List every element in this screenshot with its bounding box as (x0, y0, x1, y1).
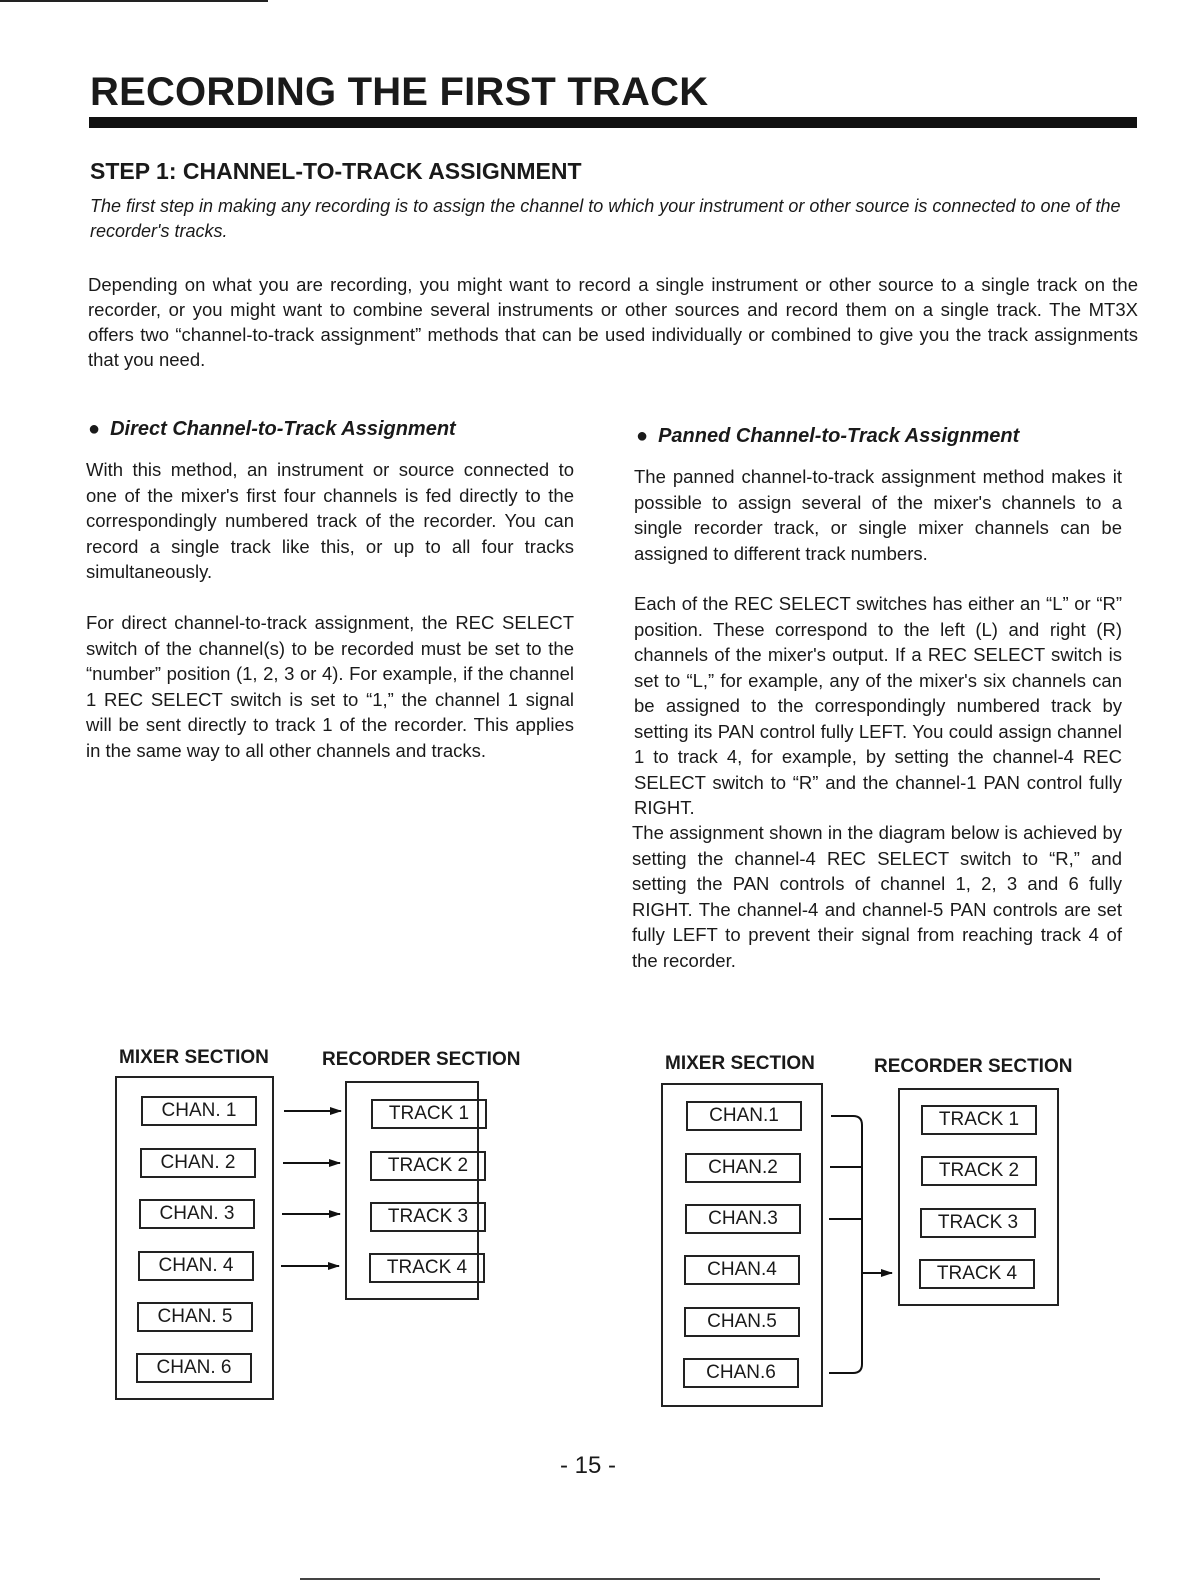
panned-paragraph-3: The assignment shown in the diagram below is achieved by setting the channel-4 REC SELECT switch to “R,” and setting the PAN controls of channel 1, 2, 3 and 6 fully RIGHT. The channel-4 and channel-5 PAN controls are set fully LEFT to prevent their signal from reaching track 4 of the recorder. (632, 822, 1122, 971)
page-title: RECORDING THE FIRST TRACK (90, 70, 709, 114)
bus-channel-1 (831, 1116, 862, 1125)
track-3-box: TRACK 3 (370, 1202, 486, 1232)
bullet-icon: ● (88, 418, 101, 440)
track-1-box: TRACK 1 (371, 1099, 487, 1129)
panned-paragraph-2: Each of the REC SELECT switches has either an “L” or “R” position. These correspond to the left (L) and right (R) channels of the mixer's output. If a REC SELECT switch is set to “L,” for example, any of the mixer's six channels can be assigned to the correspondingly numbered track by setting its PAN control fully LEFT. You could assign channel 1 to track 4, for example, by setting the channel-4 REC SELECT switch to “R” and the channel-1 PAN control fully RIGHT. (634, 593, 1122, 818)
channel-4-box: CHAN. 4 (138, 1251, 254, 1281)
intro-paragraph: The first step in making any recording is to assign the channel to which your instrument or other source is connected to one of the recorder's tracks. (90, 196, 1121, 241)
channel-6-box: CHAN. 6 (136, 1353, 252, 1383)
channel-6-box: CHAN.6 (683, 1358, 799, 1388)
channel-1-box: CHAN. 1 (141, 1096, 257, 1126)
bottom-rule (300, 1578, 1100, 1580)
direct-heading-text: Direct Channel-to-Track Assignment (110, 418, 456, 440)
track-2-box: TRACK 2 (370, 1151, 486, 1181)
channel-1-box: CHAN.1 (686, 1101, 802, 1131)
channel-5-box: CHAN. 5 (137, 1302, 253, 1332)
track-3-box: TRACK 3 (920, 1208, 1036, 1238)
page-number: - 15 - (560, 1452, 617, 1479)
track-4-box: TRACK 4 (369, 1253, 485, 1283)
track-1-box: TRACK 1 (921, 1105, 1037, 1135)
body-paragraph: Depending on what you are recording, you might want to record a single instrument or other source to a single track on the recorder, or you might want to combine several instruments or other sources and record them on a single track. The MT3X offers two “channel-to-track assignment” methods that can be used individually or combined to give you the track assignments that you need. (88, 274, 1138, 370)
bullet-icon: ● (636, 425, 649, 447)
channel-2-box: CHAN. 2 (140, 1148, 256, 1178)
track-4-box: TRACK 4 (919, 1259, 1035, 1289)
step-heading: STEP 1: CHANNEL-TO-TRACK ASSIGNMENT (90, 158, 582, 184)
channel-3-box: CHAN. 3 (139, 1199, 255, 1229)
direct-paragraph-1: With this method, an instrument or source connected to one of the mixer's first four channels is fed directly to the correspondingly numbered track of the recorder. You can record a single track like this, or up to all four tracks simultaneously. (86, 459, 574, 582)
panned-heading-text: Panned Channel-to-Track Assignment (658, 425, 1020, 447)
channel-5-box: CHAN.5 (684, 1307, 800, 1337)
bus-channel-6 (829, 1364, 862, 1373)
mixer-section-label: MIXER SECTION (665, 1053, 815, 1074)
panned-paragraph-1: The panned channel-to-track assignment method makes it possible to assign several of the mixer's channels to a single recorder track, or single mixer channels can be assigned to different track numbers. (634, 466, 1122, 564)
track-2-box: TRACK 2 (921, 1156, 1037, 1186)
channel-3-box: CHAN.3 (685, 1204, 801, 1234)
channel-4-box: CHAN.4 (684, 1255, 800, 1285)
recorder-section-label: RECORDER SECTION (322, 1049, 521, 1070)
mixer-section-label: MIXER SECTION (119, 1047, 269, 1068)
channel-2-box: CHAN.2 (685, 1153, 801, 1183)
recorder-section-label: RECORDER SECTION (874, 1056, 1073, 1077)
direct-paragraph-2: For direct channel-to-track assignment, the REC SELECT switch of the channel(s) to be recorded must be set to the “number” position (1, 2, 3 or 4). For example, if the channel 1 REC SELECT switch is set to “1,” the channel 1 signal will be sent directly to track 1 of the recorder. This applies in the same way to all other channels and tracks. (86, 612, 574, 761)
